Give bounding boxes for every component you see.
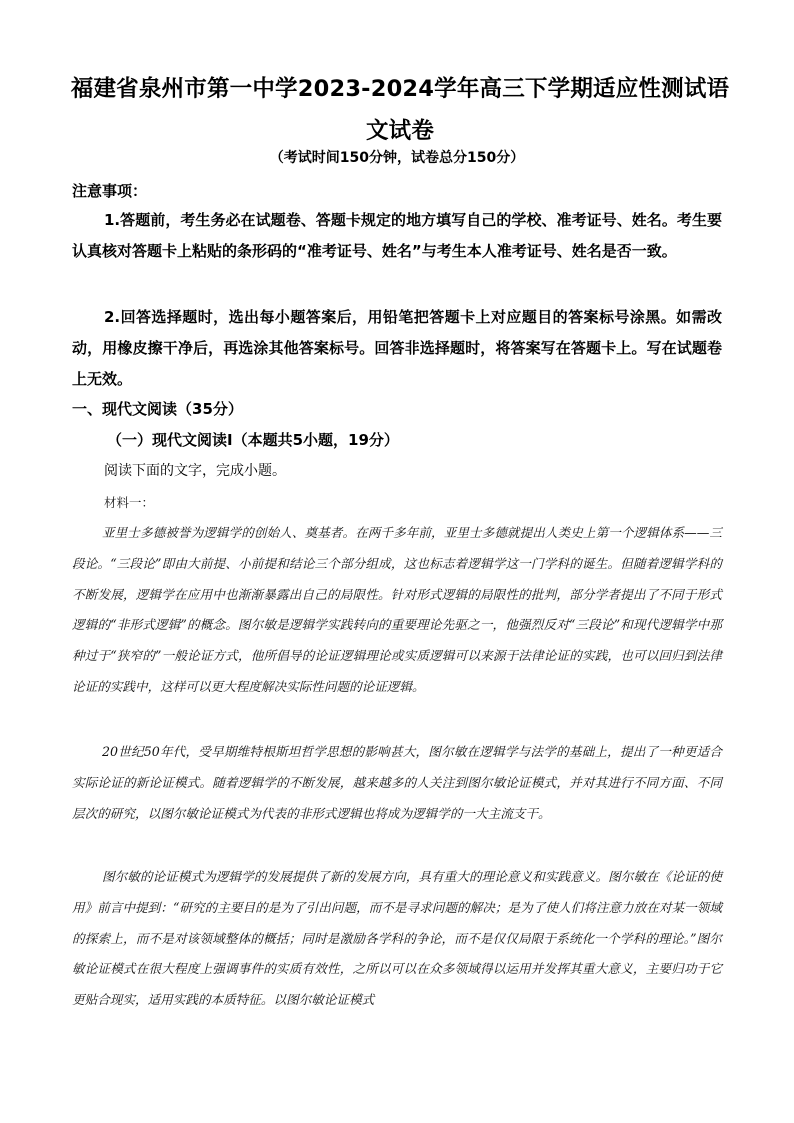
section-heading: 一、现代文阅读（35分） [72, 400, 243, 418]
reading-instruction: 阅读下面的文字，完成小题。 [104, 463, 286, 479]
material-label: 材料一： [104, 495, 155, 510]
exam-title: 福建省泉州市第一中学2023-2024学年高三下学期适应性测试语文试卷 [70, 76, 730, 144]
material-paragraph-3: 图尔敏的论证模式为逻辑学的发展提供了新的发展方向，具有重大的理论意义和实践意义。图尔敏在《论证的使用》前言中提到：“研究的主要目的是为了引出问题，而不是寻求问题的解决；是为了使人们将注意力放在对某一领域的探索上，而不是对该领域整体的概括；同时是激励各学科的争论，而不是仅仅局限于系统化一个学科的理论。”图尔敏论证模式在很大程度上强调事件的实质有效性，之所以可以在众多领域得以运用并发挥其重大意义，主要归功于它更贴合现实，适用实践的本质特征。以图尔敏论证模式 [72, 869, 722, 1008]
notice-item-1: 1.答题前，考生务必在试题卷、答题卡规定的地方填写自己的学校、准考证号、姓名。考生要认真核对答题卡上粘贴的条形码的“准考证号、姓名”与考生本人准考证号、姓名是否一致。 [72, 211, 722, 260]
notice-item-2: 2.回答选择题时，选出每小题答案后，用铅笔把答题卡上对应题目的答案标号涂黑。如需改动，用橡皮擦干净后，再选涂其他答案标号。回答非选择题时，将答案写在答题卡上。写在试题卷上无效。 [72, 308, 722, 388]
subsection-heading: （一）现代文阅读Ⅰ（本题共5小题，19分） [107, 431, 399, 449]
notice-heading: 注意事项： [72, 182, 148, 200]
material-paragraph-1: 亚里士多德被誉为逻辑学的创始人、奠基者。在两千多年前，亚里士多德就提出人类史上第一个逻辑体系——三段论。“三段论”即由大前提、小前提和结论三个部分组成，这也标志着逻辑学这一门学科的诞生。但随着逻辑学科的不断发展，逻辑学在应用中也渐渐暴露出自己的局限性。针对形式逻辑的局限性的批判，部分学者提出了不同于形式逻辑的“非形式逻辑”的概念。图尔敏是逻辑学实践转向的重要理论先驱之一，他强烈反对“三段论”和现代逻辑学中那种过于“狭窄的”一般论证方式，他所倡导的论证逻辑理论或实质逻辑可以来源于法律论证的实践，也可以回归到法律论证的实践中，这样可以更大程度解决实际性问题的论证逻辑。 [72, 525, 722, 694]
material-paragraph-2: 20世纪50年代，受早期维特根斯坦哲学思想的影响甚大，图尔敏在逻辑学与法学的基础上，提出了一种更适合实际论证的新论证模式。随着逻辑学的不断发展，越来越多的人关注到图尔敏论证模式，并对其进行不同方面、不同层次的研究，以图尔敏论证模式为代表的非形式逻辑也将成为逻辑学的一大主流支干。 [72, 744, 722, 821]
exam-subtitle: （考试时间150分钟，试卷总分150分） [269, 150, 525, 166]
